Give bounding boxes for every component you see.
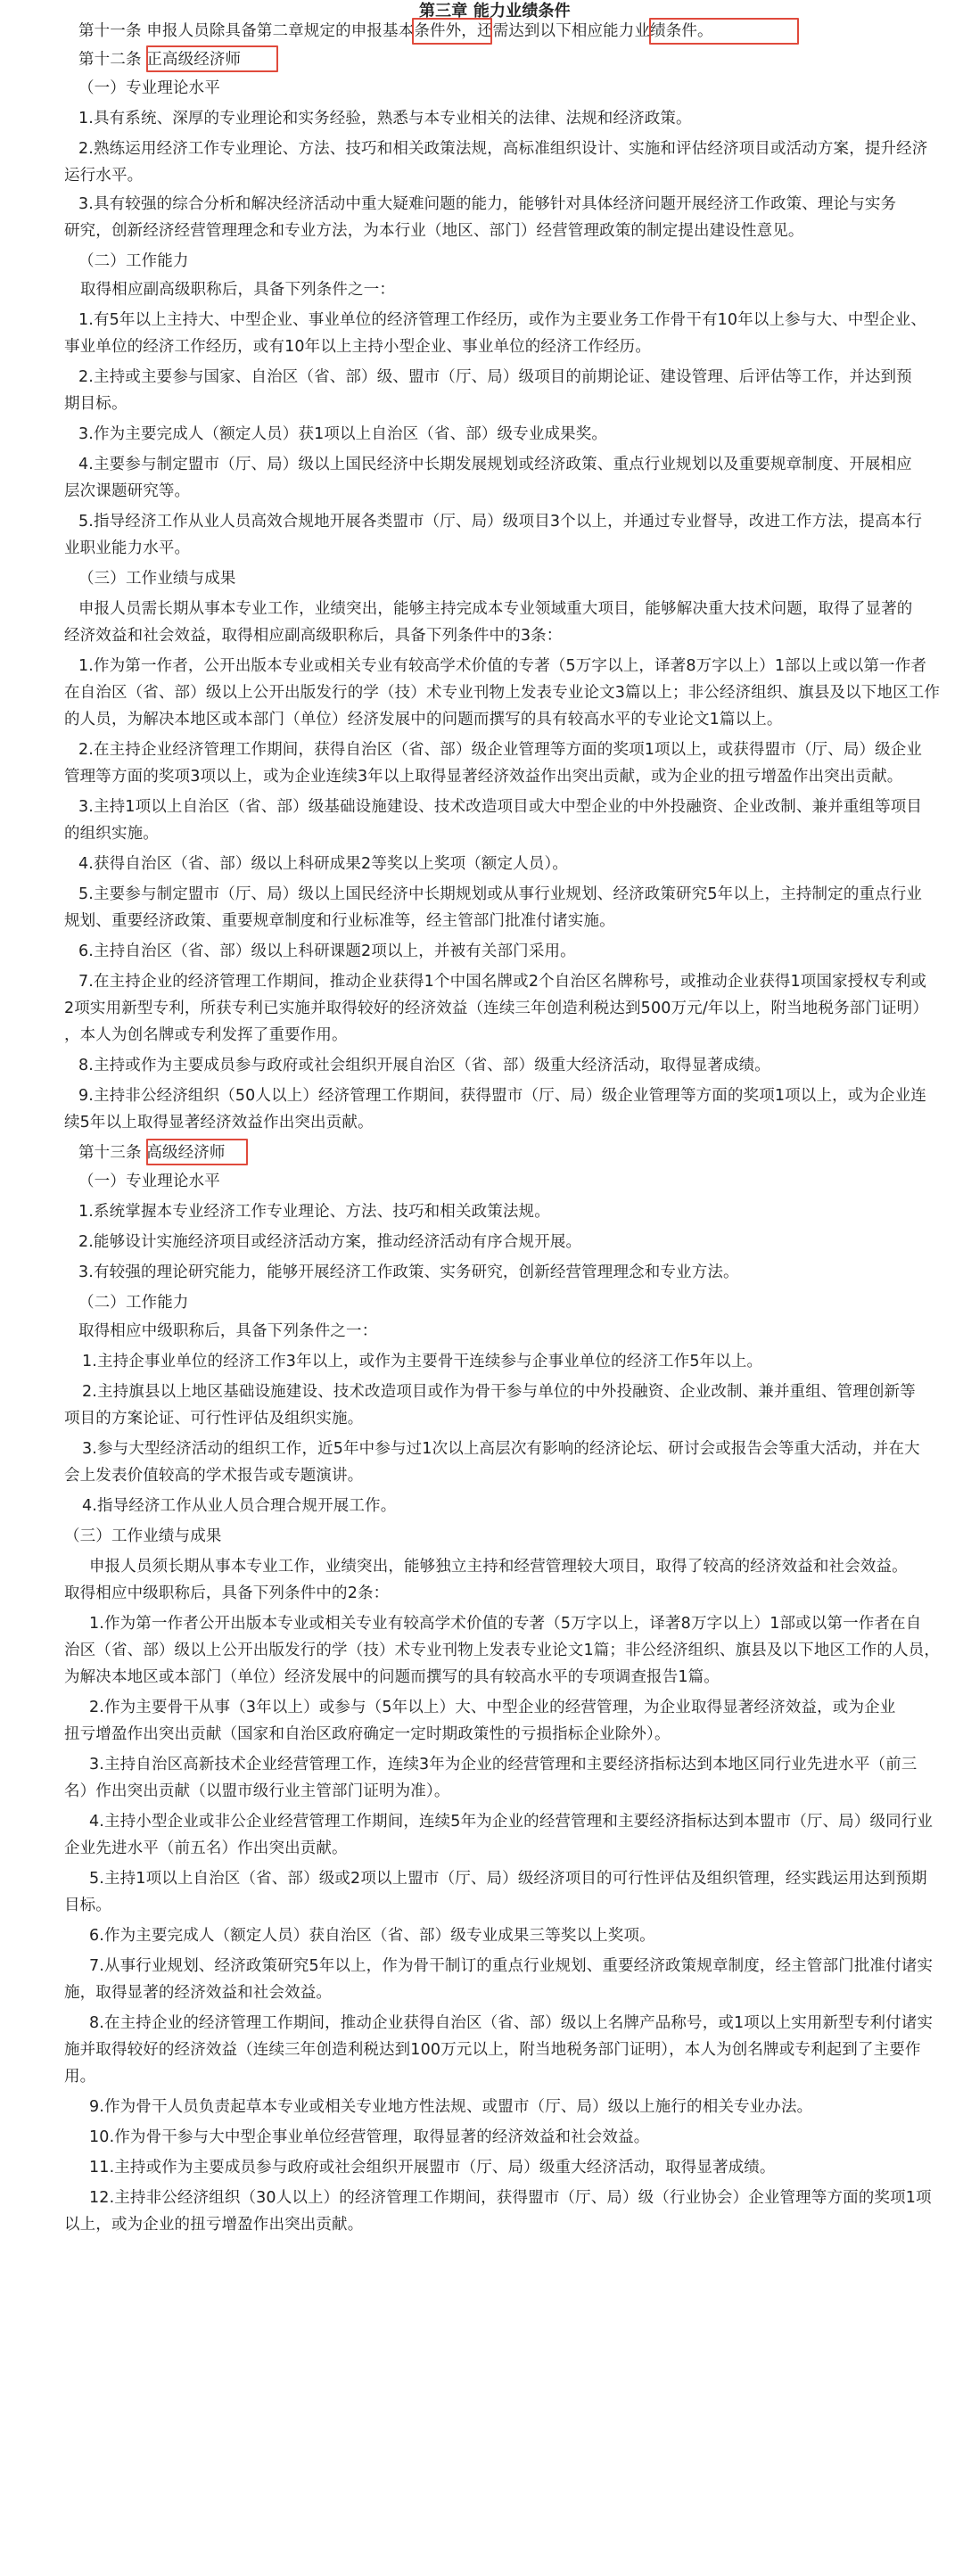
text-line: 3.主持自治区高新技术企业经营管理工作，连续3年为企业的经营管理和主要经济指标达到本地区同行业先进水平（前三 — [89, 1756, 918, 1774]
text-line: 取得相应中级职称后，具备下列条件中的2条： — [64, 1584, 390, 1602]
text-line: 2.在主持企业经济管理工作期间，获得自治区（省、部）级企业管理等方面的奖项1项以上，或获得盟市（厅、局）级企业 — [78, 741, 923, 759]
text-line: 3.作为主要完成人（额定人员）获1项以上自治区（省、部）级专业成果奖。 — [78, 425, 608, 443]
text-line: 7.在主持企业的经济管理工作期间，推动企业获得1个中国名牌或2个自治区名牌称号，或推动企业获得1项国家授权专利或 — [78, 973, 926, 991]
text-line: 3.具有较强的综合分析和解决经济活动中重大疑难问题的能力，能够针对具体经济问题开展经济工作政策、理论与实务 — [78, 195, 897, 213]
text-line: 取得相应中级职称后，具备下列条件之一： — [78, 1322, 378, 1340]
text-line: 申报人员须长期从事本专业工作，业绩突出，能够独立主持和经营管理较大项目，取得了较高的经济效益和社会效益。 — [89, 1558, 908, 1576]
text-line: 2.主持或主要参与国家、自治区（省、部）级、盟市（厅、局）级项目的前期论证、建设管理、后评估等工作，并达到预 — [78, 368, 912, 386]
text-line: 第十三条 高级经济师 — [78, 1144, 226, 1162]
text-line: 第十二条 正高级经济师 — [78, 51, 242, 69]
text-line: （三）工作业绩与成果 — [64, 1527, 222, 1545]
text-line: 2项实用新型专利，所获专利已实施并取得较好的经济效益（连续三年创造利税达到500万元/年以上，附当地税务部门证明） — [64, 1000, 928, 1017]
text-line: 的组织实施。 — [64, 825, 159, 843]
text-line: 规划、重要经济政策、重要规章制度和行业标准等，经主管部门批准付诸实施。 — [64, 912, 615, 930]
text-line: （一）专业理论水平 — [78, 79, 220, 97]
text-line: 12.主持非公经济组织（30人以上）的经济管理工作期间，获得盟市（厅、局）级（行业协会）企业管理等方面的奖项1项 — [89, 2189, 932, 2207]
text-line: 扭亏增盈作出突出贡献（国家和自治区政府确定一定时期政策性的亏损指标企业除外）。 — [64, 1725, 671, 1743]
text-line: 1.作为第一作者公开出版本专业或相关专业有较高学术价值的专著（5万字以上，译著8万字以上）1部或以第一作者在自 — [89, 1615, 922, 1633]
text-line: 企业先进水平（前五名）作出突出贡献。 — [64, 1839, 348, 1857]
text-line: 治区（省、部）级以上公开出版发行的学（技）术专业刊物上发表专业论文1篇；非公经济组织、旗县及以下地区工作的人员， — [64, 1642, 941, 1659]
text-line: 施，取得显著的经济效益和社会效益。 — [64, 1984, 333, 2002]
text-line: 1.有5年以上主持大、中型企业、事业单位的经济管理工作经历，或作为主要业务工作骨干有10年以上参与大、中型企业、 — [78, 311, 926, 329]
text-line: 7.从事行业规划、经济政策研究5年以上，作为骨干制订的重点行业规划、重要经济政策规章制度，经主管部门批准付诸实 — [89, 1957, 934, 1975]
text-line: 9.作为骨干人员负责起草本专业或相关专业地方性法规、或盟市（厅、局）级以上施行的相关专业办法。 — [89, 2098, 813, 2116]
text-line: 9.主持非公经济组织（50人以上）经济管理工作期间，获得盟市（厅、局）级企业管理等方面的奖项1项以上，或为企业连 — [78, 1087, 926, 1105]
text-line: 2.能够设计实施经济项目或经济活动方案，推动经济活动有序合规开展。 — [78, 1233, 582, 1251]
text-line: 管理等方面的奖项3项以上，或为企业连续3年以上取得显著经济效益作出突出贡献，或为企业的扭亏增盈作出突出贡献。 — [64, 768, 903, 786]
text-line: 取得相应副高级职称后，具备下列条件之一： — [80, 281, 395, 299]
text-line: 项目的方案论证、可行性评估及组织实施。 — [64, 1410, 364, 1428]
text-line: 4.指导经济工作从业人员合理合规开展工作。 — [82, 1497, 397, 1515]
text-line: 2.主持旗县以上地区基础设施建设、技术改造项目或作为骨干参与单位的中外投融资、企业改制、兼并重组、管理创新等 — [82, 1383, 916, 1401]
text-line: 11.主持或作为主要成员参与政府或社会组织开展盟市（厅、局）级重大经济活动，取得显著成绩。 — [89, 2159, 776, 2177]
text-line: 4.主持小型企业或非公企业经营管理工作期间，连续5年为企业的经营管理和主要经济指标达到本盟市（厅、局）级同行业 — [89, 1813, 934, 1831]
text-line: 研究，创新经济经营管理理念和专业方法，为本行业（地区、部门）经营管理政策的制定提出建设性意见。 — [64, 222, 804, 240]
text-line: 3.有较强的理论研究能力，能够开展经济工作政策、实务研究，创新经营管理理念和专业方法。 — [78, 1263, 739, 1281]
text-line: 1.主持企事业单位的经济工作3年以上，或作为主要骨干连续参与企事业单位的经济工作5年以上。 — [82, 1353, 763, 1370]
text-line: 事业单位的经济工作经历，或有10年以上主持小型企业、事业单位的经济工作经历。 — [64, 338, 651, 356]
text-line: 2.作为主要骨干从事（3年以上）或参与（5年以上）大、中型企业的经营管理，为企业取得显著经济效益，或为企业 — [89, 1699, 896, 1716]
text-line: 经济效益和社会效益，取得相应副高级职称后，具备下列条件中的3条： — [64, 627, 563, 645]
chapter-title: 第三章 能力业绩条件 — [419, 2, 571, 21]
text-line: 会上发表价值较高的学术报告或专题演讲。 — [64, 1467, 364, 1485]
text-line: 层次课题研究等。 — [64, 482, 191, 500]
text-line: 用。 — [64, 2068, 96, 2086]
text-line: 运行水平。 — [64, 167, 144, 185]
text-line: 在自治区（省、部）级以上公开出版发行的学（技）术专业刊物上发表专业论文3篇以上；非公经济组织、旗县及以下地区工作 — [64, 684, 941, 702]
text-line: 第十一条 申报人员除具备第二章规定的申报基本条件外，还需达到以下相应能力业绩条件。 — [78, 22, 713, 40]
text-line: 5.主持1项以上自治区（省、部）级或2项以上盟市（厅、局）级经济项目的可行性评估及组织管理，经实践运用达到预期 — [89, 1870, 927, 1888]
text-line: 5.指导经济工作从业人员高效合规地开展各类盟市（厅、局）级项目3个以上，并通过专业督导，改进工作方法，提高本行 — [78, 513, 923, 531]
text-line: 目标。 — [64, 1897, 111, 1914]
text-line: 4.获得自治区（省、部）级以上科研成果2等奖以上奖项（额定人员）。 — [78, 855, 569, 873]
text-line: （二）工作能力 — [78, 1294, 189, 1312]
text-line: 5.主要参与制定盟市（厅、局）级以上国民经济中长期规划或从事行业规划、经济政策研究5年以上，主持制定的重点行业 — [78, 885, 923, 903]
text-line: 6.主持自治区（省、部）级以上科研课题2项以上，并被有关部门采用。 — [78, 942, 576, 960]
text-line: 以上，或为企业的扭亏增盈作出突出贡献。 — [64, 2216, 364, 2234]
text-line: 6.作为主要完成人（额定人员）获自治区（省、部）级专业成果三等奖以上奖项。 — [89, 1927, 655, 1945]
text-line: 8.主持或作为主要成员参与政府或社会组织开展自治区（省、部）级重大经济活动，取得显著成绩。 — [78, 1057, 770, 1074]
text-line: 2.熟练运用经济工作专业理论、方法、技巧和相关政策法规，高标准组织设计、实施和评估经济项目或活动方案，提升经济 — [78, 140, 928, 158]
text-line: 期目标。 — [64, 395, 128, 413]
text-line: 10.作为骨干参与大中型企事业单位经营管理，取得显著的经济效益和社会效益。 — [89, 2128, 650, 2146]
text-line: 3.参与大型经济活动的组织工作，近5年中参与过1次以上高层次有影响的经济论坛、研讨会或报告会等重大活动，并在大 — [82, 1440, 920, 1458]
text-line: 的人员，为解决本地区或本部门（单位）经济发展中的问题而撰写的具有较高水平的专业论文1篇以上。 — [64, 711, 783, 728]
text-line: 申报人员需长期从事本专业工作，业绩突出，能够主持完成本专业领域重大项目，能够解决重大技术问题，取得了显著的 — [78, 600, 913, 618]
text-line: 为解决本地区或本部门（单位）经济发展中的问题而撰写的具有较高水平的专项调查报告1篇。 — [64, 1668, 720, 1686]
text-line: 8.在主持企业的经济管理工作期间，推动企业获得自治区（省、部）级以上名牌产品称号，或1项以上实用新型专利付诸实 — [89, 2014, 934, 2032]
text-line: 1.作为第一作者，公开出版本专业或相关专业有较高学术价值的专著（5万字以上，译著8万字以上）1部以上或以第一作者 — [78, 657, 926, 675]
text-line: 4.主要参与制定盟市（厅、局）级以上国民经济中长期发展规划或经济政策、重点行业规划以及重要规章制度、开展相应 — [78, 456, 912, 473]
text-line: 业职业能力水平。 — [64, 539, 191, 557]
text-line: （二）工作能力 — [78, 252, 189, 270]
text-line: （一）专业理论水平 — [78, 1173, 220, 1190]
text-line: 1.具有系统、深厚的专业理论和实务经验，熟悉与本专业相关的法律、法规和经济政策。 — [78, 110, 692, 128]
text-line: （三）工作业绩与成果 — [78, 570, 236, 588]
text-line: 续5年以上取得显著经济效益作出突出贡献。 — [64, 1114, 374, 1132]
text-line: 施并取得较好的经济效益（连续三年创造利税达到100万元以上，附当地税务部门证明），本人为创名牌或专利起到了主要作 — [64, 2041, 921, 2059]
text-line: ，本人为创名牌或专利发挥了重要作用。 — [64, 1026, 348, 1044]
text-line: 3.主持1项以上自治区（省、部）级基础设施建设、技术改造项目或大中型企业的中外投融资、企业改制、兼并重组等项目 — [78, 798, 923, 816]
text-line: 1.系统掌握本专业经济工作专业理论、方法、技巧和相关政策法规。 — [78, 1203, 550, 1221]
text-line: 名）作出突出贡献（以盟市级行业主管部门证明为准）。 — [64, 1782, 450, 1800]
